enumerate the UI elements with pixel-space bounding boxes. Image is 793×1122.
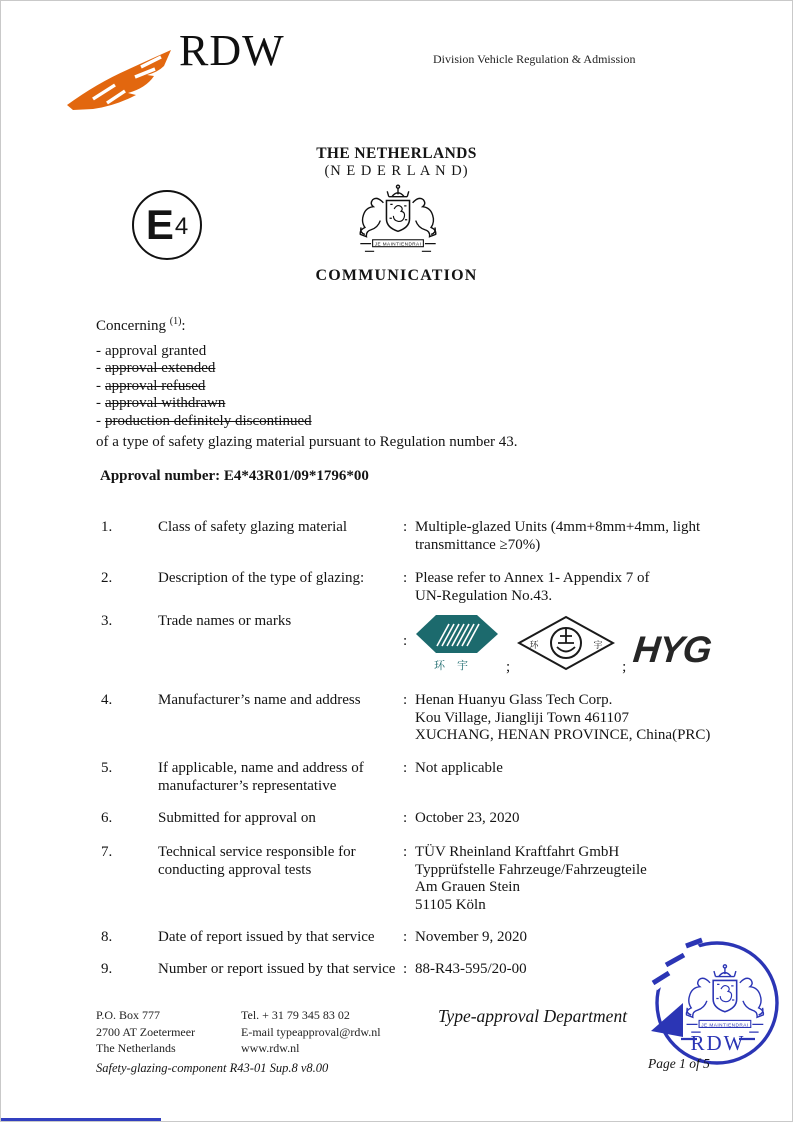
separator: ;: [506, 659, 511, 675]
item-row-2: [101, 570, 741, 605]
chinese-character: 环: [529, 640, 539, 650]
subject-line: of a type of safety glazing material pursuant to Regulation number 43.: [96, 434, 518, 450]
item-row-5: [101, 760, 741, 795]
approval-number-value: E4*43R01/09*1796*00: [223, 468, 369, 484]
option-line: - approval refused: [96, 377, 206, 394]
item-label: Technical service responsible for: [158, 844, 356, 860]
option-approval-refused: approval refused: [105, 377, 206, 394]
footer-contact: [241, 1007, 381, 1057]
stamp-label: RDW: [690, 1031, 746, 1055]
chinese-characters: 环宇: [434, 660, 480, 672]
item-label: Trade names or marks: [158, 613, 292, 629]
colon: :: [403, 519, 408, 535]
option-production-discontinued: production definitely discontinued: [105, 412, 312, 429]
e-mark-letter: E: [145, 201, 174, 248]
option-approval-withdrawn: approval withdrawn: [105, 395, 226, 412]
colon: :: [181, 318, 186, 334]
rdw-wing-logo: [63, 47, 175, 113]
item-value: Typprüfstelle Fahrzeuge/Fahrzeugteile: [415, 861, 647, 878]
colon: :: [403, 760, 408, 776]
item-value: transmittance ≥70%): [415, 536, 541, 553]
colon: :: [403, 810, 408, 826]
item-row-4: [101, 692, 741, 745]
item-number: 1.: [101, 519, 113, 535]
item-label: Manufacturer’s name and address: [158, 692, 361, 708]
option-line: - approval extended: [96, 360, 216, 377]
address-line: 2700 AT Zoetermeer: [96, 1024, 196, 1039]
item-label: Number or report issued by that service: [158, 961, 396, 977]
item-value: TÜV Rheinland Kraftfahrt GmbH: [415, 844, 620, 860]
item-value: Multiple-glazed Units (4mm+8mm+4mm, light: [415, 519, 701, 535]
option-approval-extended: approval extended: [105, 360, 216, 377]
item-value: November 9, 2020: [415, 929, 528, 945]
item-number: 4.: [101, 692, 113, 708]
colon: :: [403, 570, 408, 586]
diamond-seal-mark: [517, 613, 615, 673]
colon: :: [403, 633, 408, 650]
item-value: Henan Huanyu Glass Tech Corp.: [415, 692, 613, 708]
page-number: Page 1 of 5: [648, 1056, 710, 1071]
e4-approval-mark: [132, 190, 202, 260]
colon: :: [403, 844, 408, 860]
item-value: UN-Regulation No.43.: [415, 587, 553, 604]
colon: :: [403, 929, 408, 945]
colon: :: [403, 692, 408, 708]
approval-number-line: [100, 468, 369, 485]
item-row-1: [101, 519, 741, 554]
item-number: 6.: [101, 810, 113, 826]
item-number: 5.: [101, 760, 113, 776]
option-line: - approval granted: [96, 343, 207, 359]
item-number: 2.: [101, 570, 113, 586]
item-label: conducting approval tests: [158, 861, 312, 878]
item-row-7: [101, 844, 741, 914]
concerning-word: Concerning: [96, 318, 166, 334]
item-number: 3.: [101, 613, 113, 629]
item-value: Please refer to Annex 1- Appendix 7 of: [415, 570, 650, 586]
colon: :: [403, 961, 408, 977]
concerning-heading: [96, 316, 186, 335]
scan-edge-artifact: [1, 1118, 161, 1121]
document-reference: Safety-glazing-component R43-01 Sup.8 v8.00: [96, 1061, 329, 1075]
item-value: Not applicable: [415, 760, 503, 776]
item-number: 9.: [101, 961, 113, 977]
item-label: Description of the type of glazing:: [158, 570, 365, 586]
item-value: XUCHANG, HENAN PROVINCE, China(PRC): [415, 727, 711, 744]
item-label: manufacturer’s representative: [158, 777, 337, 794]
option-line: - production definitely discontinued: [96, 412, 312, 429]
item-number: 8.: [101, 929, 113, 945]
hyg-wordmark: HYG: [631, 628, 714, 670]
item-value: 51105 Köln: [415, 896, 486, 913]
item-value: Am Grauen Stein: [415, 879, 520, 896]
address-line: The Netherlands: [96, 1041, 176, 1055]
coat-of-arms-icon: [348, 183, 448, 255]
footnote-ref: (1): [169, 316, 182, 327]
footer-address: [96, 1007, 195, 1057]
division-title: Division Vehicle Regulation & Admission: [433, 52, 636, 66]
document-type-title: COMMUNICATION: [315, 267, 478, 284]
option-line: - approval withdrawn: [96, 395, 226, 412]
item-row-6: [101, 810, 741, 828]
item-label: Class of safety glazing material: [158, 519, 348, 535]
item-label: If applicable, name and address of: [158, 760, 364, 776]
country-title-native: (N E D E R L A N D): [324, 163, 469, 179]
item-number: 7.: [101, 844, 113, 860]
phone-line: Tel. + 31 79 345 83 02: [241, 1008, 350, 1022]
address-line: P.O. Box 777: [96, 1008, 161, 1022]
concerning-options: [96, 343, 312, 430]
item-value: 88-R43-595/20-00: [415, 961, 527, 977]
chinese-character: 宇: [593, 640, 603, 650]
country-title: THE NETHERLANDS: [316, 145, 477, 162]
item-label: Date of report issued by that service: [158, 929, 375, 945]
e-mark-number: 4: [174, 213, 189, 240]
option-approval-granted: approval granted: [105, 343, 207, 359]
approval-number-label: Approval number:: [100, 468, 221, 484]
separator: ;: [622, 659, 627, 675]
website-line: www.rdw.nl: [241, 1041, 300, 1055]
email-line: E-mail typeapproval@rdw.nl: [241, 1024, 381, 1039]
item-row-3: [101, 613, 741, 673]
item-value: October 23, 2020: [415, 810, 520, 826]
brand-wordmark: RDW: [179, 26, 285, 75]
department-title: Type-approval Department: [438, 1006, 628, 1026]
item-label: Submitted for approval on: [158, 810, 316, 826]
hexagon-wave-mark: [415, 613, 499, 673]
item-value: Kou Village, Jiangliji Town 461107: [415, 709, 630, 726]
